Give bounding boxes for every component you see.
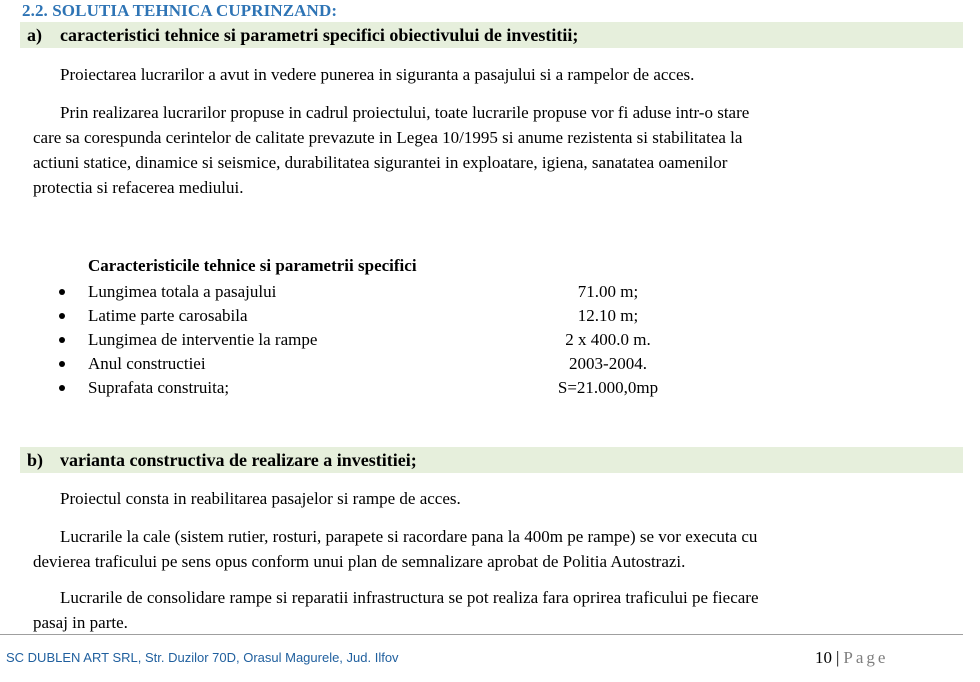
page-separator: | <box>836 648 840 667</box>
bullet-icon <box>56 376 68 400</box>
bullet-icon <box>56 280 68 304</box>
paragraph-line: Lucrarile la cale (sistem rutier, rosturi, parapete si racordare pana la 400m pe rampe) se vor executa cu <box>60 527 758 546</box>
spec-item <box>0 280 980 304</box>
paragraph-line: protectia si refacerea mediului. <box>33 178 244 197</box>
paragraph-line: care sa corespunda cerintelor de calitate prevazute in Legea 10/1995 si anume rezistenta si stabilitatea la <box>33 128 743 147</box>
specs-title: Caracteristicile tehnice si parametrii specifici <box>88 256 417 275</box>
paragraph-b3 <box>33 585 953 635</box>
footer-company: SC DUBLEN ART SRL, Str. Duzilor 70D, Orasul Magurele, Jud. Ilfov <box>6 650 399 665</box>
paragraph-b2 <box>33 524 953 574</box>
paragraph-line: Proiectul consta in reabilitarea pasajelor si rampe de acces. <box>60 489 461 508</box>
spec-item <box>0 376 980 400</box>
spec-value: 2003-2004. <box>569 354 647 373</box>
spec-value: 12.10 m; <box>577 306 639 325</box>
paragraph-line: actiuni statice, dinamice si seismice, durabilitatea sigurantei in exploatare, igiena, sanatatea oamenilor <box>33 153 728 172</box>
footer-divider <box>0 634 963 635</box>
paragraph-line: Lucrarile de consolidare rampe si reparatii infrastructura se pot realiza fara oprirea traficului pe fiecare <box>60 588 759 607</box>
paragraph-a1 <box>33 62 953 87</box>
heading-a-number: a) <box>27 25 42 45</box>
spec-label: Suprafata construita; <box>88 378 230 397</box>
page-indicator <box>815 648 888 668</box>
paragraph-a2 <box>33 100 953 200</box>
heading-b-number: b) <box>27 450 44 470</box>
bullet-icon <box>56 304 68 328</box>
spec-value: 2 x 400.0 m. <box>565 330 651 349</box>
bullet-icon <box>56 328 68 352</box>
section-title: 2.2. SOLUTIA TEHNICA CUPRINZAND: <box>22 1 338 20</box>
paragraph-line: pasaj in parte. <box>33 613 128 632</box>
bullet-icon <box>56 352 68 376</box>
heading-a <box>20 22 963 48</box>
heading-b-text: varianta constructiva de realizare a investitiei; <box>60 450 417 470</box>
spec-value: 71.00 m; <box>577 282 639 301</box>
spec-item <box>0 352 980 376</box>
heading-b <box>20 447 963 473</box>
paragraph-line: Prin realizarea lucrarilor propuse in cadrul proiectului, toate lucrarile propuse vor fi aduse intr-o stare <box>60 103 750 122</box>
spec-value: S=21.000,0mp <box>557 378 659 397</box>
spec-label: Anul constructiei <box>88 354 206 373</box>
spec-label: Lungimea totala a pasajului <box>88 282 277 301</box>
page-word: Page <box>843 648 889 667</box>
spec-label: Lungimea de interventie la rampe <box>88 330 318 349</box>
spec-item <box>0 304 980 328</box>
spec-item <box>0 328 980 352</box>
page-number: 10 <box>815 648 832 667</box>
paragraph-line: Proiectarea lucrarilor a avut in vedere punerea in siguranta a pasajului si a rampelor de acces. <box>60 65 695 84</box>
spec-label: Latime parte carosabila <box>88 306 248 325</box>
paragraph-line: devierea traficului pe sens opus conform unui plan de semnalizare aprobat de Politia Autostrazi. <box>33 552 686 571</box>
paragraph-b1 <box>33 486 953 511</box>
heading-a-text: caracteristici tehnice si parametri specifici obiectivului de investitii; <box>60 25 579 45</box>
